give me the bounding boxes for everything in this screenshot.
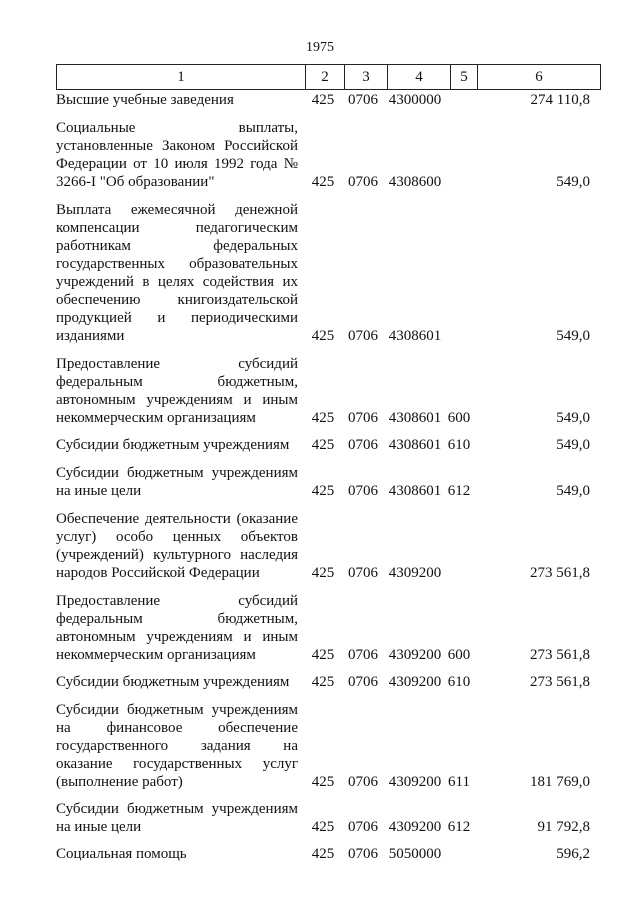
row-col5 — [446, 91, 472, 109]
page-number: 1975 — [306, 40, 334, 55]
row-col5: 610 — [447, 437, 471, 453]
row-col5 — [446, 191, 472, 345]
row-col3: 0706 — [348, 437, 378, 453]
row-description: Субсидии бюджетным учреждениям на иные цели — [56, 465, 298, 499]
table-row — [56, 109, 594, 191]
row-amount: 274 110,8 — [530, 92, 590, 108]
row-description: Высшие учебные заведения — [56, 92, 234, 108]
budget-table-body — [56, 91, 594, 863]
row-amount: 549,0 — [556, 328, 590, 344]
row-col4: 4309200 — [388, 674, 442, 690]
row-col4: 4300000 — [388, 92, 442, 108]
row-col2: 425 — [311, 92, 335, 108]
row-col3: 0706 — [348, 674, 378, 690]
row-col5 — [446, 109, 472, 191]
column-header-4: 4 — [388, 65, 451, 90]
row-col2: 425 — [311, 174, 335, 190]
row-description: Социальные выплаты, установленные Законом Российской Федерации от 10 июля 1992 года № 3266-I "Об образовании" — [56, 120, 298, 190]
row-description: Субсидии бюджетным учреждениям — [56, 674, 290, 690]
row-col5: 610 — [447, 674, 471, 690]
table-row — [56, 345, 594, 427]
column-header-2: 2 — [306, 65, 345, 90]
row-description: Социальная помощь — [56, 846, 187, 862]
row-amount: 181 769,0 — [530, 774, 590, 790]
row-col3: 0706 — [348, 647, 378, 663]
row-col2: 425 — [311, 565, 335, 581]
table-row — [56, 454, 594, 500]
row-col4: 4308601 — [388, 437, 442, 453]
row-amount: 549,0 — [556, 410, 590, 426]
column-header-6: 6 — [478, 65, 601, 90]
row-col4: 4308601 — [388, 483, 442, 499]
row-col4: 4309200 — [388, 819, 442, 835]
row-col5: 612 — [447, 483, 471, 499]
table-row — [56, 427, 594, 454]
column-header-table — [56, 64, 601, 90]
row-col2: 425 — [311, 819, 335, 835]
row-col3: 0706 — [348, 846, 378, 862]
row-col5: 600 — [447, 647, 471, 663]
row-col3: 0706 — [348, 483, 378, 499]
row-col3: 0706 — [348, 565, 378, 581]
row-col5 — [446, 500, 472, 582]
row-col5 — [446, 836, 472, 863]
row-col4: 4309200 — [388, 774, 442, 790]
row-description: Субсидии бюджетным учреждениям — [56, 437, 290, 453]
row-col3: 0706 — [348, 774, 378, 790]
row-col4: 4309200 — [388, 647, 442, 663]
row-col5: 611 — [448, 774, 470, 790]
row-col5: 600 — [447, 410, 471, 426]
table-row — [56, 691, 594, 791]
row-col4: 4308600 — [388, 174, 442, 190]
row-amount: 273 561,8 — [530, 565, 590, 581]
row-amount: 273 561,8 — [530, 647, 590, 663]
row-col2: 425 — [311, 647, 335, 663]
table-row — [56, 836, 594, 863]
column-header-row — [57, 65, 601, 90]
row-col2: 425 — [311, 774, 335, 790]
row-amount: 273 561,8 — [530, 674, 590, 690]
table-row — [56, 582, 594, 664]
row-description: Выплата ежемесячной денежной компенсации педагогическим работникам федеральных государственных образовательных учреждений в целях содействия их обеспечению книгоиздательской продукцией и периодическими изданиями — [56, 202, 298, 344]
row-col3: 0706 — [348, 174, 378, 190]
row-amount: 91 792,8 — [537, 819, 590, 835]
row-amount: 596,2 — [556, 846, 590, 862]
row-col2: 425 — [311, 328, 335, 344]
row-col3: 0706 — [348, 328, 378, 344]
row-col4: 5050000 — [388, 846, 442, 862]
row-description: Обеспечение деятельности (оказание услуг) особо ценных объектов (учреждений) культурного наследия народов Российской Федерации — [56, 511, 298, 581]
row-col5: 612 — [447, 819, 471, 835]
row-col3: 0706 — [348, 92, 378, 108]
row-amount: 549,0 — [556, 483, 590, 499]
table-row — [56, 791, 594, 836]
row-col2: 425 — [311, 846, 335, 862]
budget-table — [56, 91, 594, 863]
row-col4: 4309200 — [388, 565, 442, 581]
column-header-1: 1 — [57, 65, 306, 90]
row-amount: 549,0 — [556, 437, 590, 453]
table-row — [56, 664, 594, 691]
row-description: Предоставление субсидий федеральным бюджетным, автономным учреждениям и иным некоммерческим организациям — [56, 356, 298, 426]
row-description: Предоставление субсидий федеральным бюджетным, автономным учреждениям и иным некоммерческим организациям — [56, 593, 298, 663]
row-col2: 425 — [311, 410, 335, 426]
row-col2: 425 — [311, 483, 335, 499]
table-row — [56, 191, 594, 345]
row-amount: 549,0 — [556, 174, 590, 190]
row-description: Субсидии бюджетным учреждениям на иные цели — [56, 801, 298, 835]
table-row — [56, 91, 594, 109]
column-header-5: 5 — [451, 65, 478, 90]
row-col4: 4308601 — [388, 328, 442, 344]
row-col4: 4308601 — [388, 410, 442, 426]
row-col3: 0706 — [348, 410, 378, 426]
table-row — [56, 500, 594, 582]
row-col3: 0706 — [348, 819, 378, 835]
column-header-3: 3 — [345, 65, 388, 90]
row-col2: 425 — [311, 674, 335, 690]
row-col2: 425 — [311, 437, 335, 453]
row-description: Субсидии бюджетным учреждениям на финансовое обеспечение государственного задания на оказание государственных услуг (выполнение работ) — [56, 702, 298, 790]
